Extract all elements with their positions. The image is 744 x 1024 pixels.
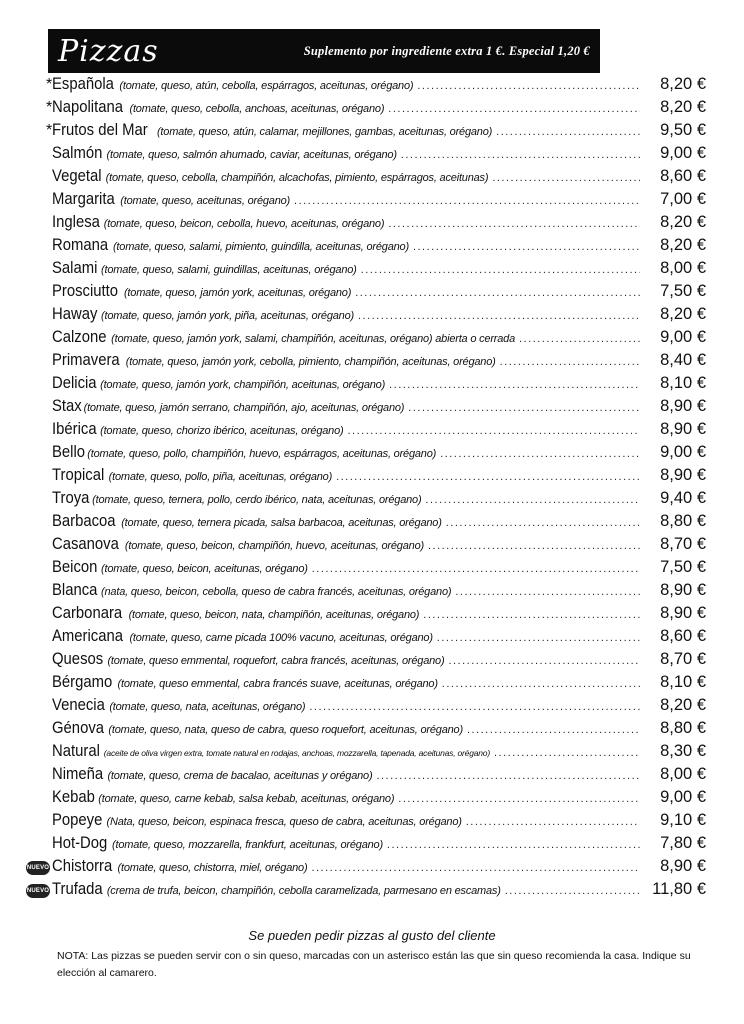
dot-leader: [398, 793, 640, 805]
dot-leader: [389, 379, 640, 391]
footer-note: NOTA: Las pizzas se pueden servir con o sin queso, marcadas con un asterisco están las que sin queso recomienda la casa. Indique su elección al camarero.: [57, 950, 691, 979]
item-price: 7,80 €: [660, 834, 706, 852]
dot-leader: [446, 517, 640, 529]
asterisk-mark: *: [46, 76, 53, 93]
item-name: Génova: [52, 719, 109, 737]
menu-item: [0, 167, 744, 190]
menu-item: [0, 190, 744, 213]
item-name: Hot-Dog: [52, 834, 112, 852]
pizza-list: [0, 75, 744, 903]
menu-item: [0, 788, 744, 811]
item-ingredients: (tomate, queso, crema de bacalao, aceitunas y orégano): [107, 770, 373, 782]
item-name: Haway: [52, 305, 102, 323]
dot-leader: [294, 195, 640, 207]
item-name: Salami: [52, 259, 102, 277]
item-name: Primavera: [52, 351, 124, 369]
menu-item: [0, 857, 744, 880]
menu-item: [0, 512, 744, 535]
dot-leader: [358, 310, 640, 322]
item-name: Delicia: [52, 374, 101, 392]
dot-leader: [388, 218, 640, 230]
dot-leader: [500, 356, 640, 368]
item-price: 8,20 €: [660, 236, 706, 254]
item-price: 9,50 €: [660, 121, 706, 139]
menu-item: [0, 282, 744, 305]
menu-item: [0, 719, 744, 742]
item-ingredients: (tomate, queso, atún, calamar, mejillones, gambas, aceitunas, orégano): [156, 126, 493, 138]
item-price: 8,00 €: [660, 765, 706, 783]
menu-item: [0, 834, 744, 857]
item-ingredients: (tomate, queso, jamón york, salami, champiñón, aceitunas, orégano) abierta o cerrada: [111, 333, 515, 345]
supplement-note: Suplemento por ingrediente extra 1 €. Especial 1,20 €: [303, 43, 590, 58]
item-ingredients: (tomate, queso, beicon, nata, champiñón, aceitunas, orégano): [128, 609, 420, 621]
item-ingredients: (tomate, queso emmental, cabra francés suave, aceitunas, orégano): [117, 678, 438, 690]
dot-leader: [442, 678, 640, 690]
dot-leader: [347, 425, 640, 437]
item-ingredients: (tomate, queso, pollo, piña, aceitunas, orégano): [108, 471, 333, 483]
item-name: Calzone: [52, 328, 111, 346]
item-name: Vegetal: [52, 167, 106, 185]
item-price: 8,80 €: [660, 719, 706, 737]
dot-leader: [376, 770, 640, 782]
item-name: Nimeña: [52, 765, 108, 783]
dot-leader: [428, 540, 640, 552]
item-price: 8,70 €: [660, 535, 706, 553]
menu-item: [0, 374, 744, 397]
new-badge: NUEVO: [26, 861, 50, 875]
menu-item: [0, 98, 744, 121]
item-ingredients: (tomate, queso, nata, aceitunas, orégano): [109, 701, 306, 713]
item-name: Ibérica: [52, 420, 101, 438]
item-price: 8,20 €: [660, 213, 706, 231]
item-name: Natural: [52, 742, 105, 760]
item-ingredients: (tomate, queso, jamón york, piña, aceitunas, orégano): [101, 310, 354, 322]
item-name: Kebab: [52, 788, 100, 806]
item-name: Beicon: [52, 558, 102, 576]
item-name: Trufada: [52, 880, 107, 898]
dot-leader: [336, 471, 640, 483]
item-name: Stax: [52, 397, 86, 415]
dot-leader: [466, 816, 640, 828]
item-price: 7,00 €: [660, 190, 706, 208]
item-price: 8,90 €: [660, 604, 706, 622]
item-price: 8,20 €: [660, 696, 706, 714]
item-ingredients: (tomate, queso emmental, roquefort, cabra francés, aceitunas, orégano): [107, 655, 445, 667]
menu-item: [0, 627, 744, 650]
item-price: 8,10 €: [660, 374, 706, 392]
item-price: 8,10 €: [660, 673, 706, 691]
item-ingredients: (tomate, queso, carne kebab, salsa kebab, aceitunas, orégano): [98, 793, 395, 805]
asterisk-mark: *: [46, 99, 53, 116]
item-price: 9,10 €: [660, 811, 706, 829]
item-price: 8,90 €: [660, 857, 706, 875]
item-name: Frutos del Mar: [52, 121, 152, 139]
item-price: 9,40 €: [660, 489, 706, 507]
item-ingredients: (tomate, queso, aceitunas, orégano): [120, 195, 291, 207]
item-price: 8,90 €: [660, 581, 706, 599]
item-ingredients: (crema de trufa, beicon, champiñón, cebolla caramelizada, parmesano en escamas): [106, 885, 501, 897]
menu-header: [48, 29, 600, 73]
item-name: Chistorra: [52, 857, 117, 875]
dot-leader: [417, 80, 640, 92]
dot-leader: [505, 885, 640, 897]
item-ingredients: (tomate, queso, beicon, aceitunas, orégano): [101, 563, 308, 575]
menu-item: [0, 650, 744, 673]
item-ingredients: (tomate, queso, jamón york, champiñón, aceitunas, orégano): [100, 379, 386, 391]
item-price: 9,00 €: [660, 328, 706, 346]
menu-item: [0, 535, 744, 558]
item-ingredients: (tomate, queso, ternera, pollo, cerdo ibérico, nata, aceitunas, orégano): [92, 494, 422, 506]
menu-item: [0, 75, 744, 98]
item-name: Inglesa: [52, 213, 105, 231]
item-price: 11,80 €: [652, 880, 706, 898]
dot-leader: [437, 632, 640, 644]
item-name: Popeye: [52, 811, 107, 829]
item-price: 8,90 €: [660, 420, 706, 438]
dot-leader: [355, 287, 640, 299]
menu-item: [0, 443, 744, 466]
menu-item: [0, 397, 744, 420]
item-ingredients: (tomate, queso, beicon, cebolla, huevo, aceitunas, orégano): [103, 218, 385, 230]
item-price: 8,90 €: [660, 466, 706, 484]
item-price: 8,20 €: [660, 75, 706, 93]
item-name: Prosciutto: [52, 282, 123, 300]
menu-item: [0, 351, 744, 374]
item-ingredients: (tomate, queso, mozzarella, frankfurt, aceitunas, orégano): [112, 839, 383, 851]
menu-item: [0, 765, 744, 788]
menu-item: [0, 259, 744, 282]
dot-leader: [440, 448, 640, 460]
menu-item: [0, 581, 744, 604]
dot-leader: [467, 724, 640, 736]
dot-leader: [309, 701, 640, 713]
menu-item: [0, 811, 744, 834]
item-name: Quesos: [52, 650, 108, 668]
custom-order-note: Se pueden pedir pizzas al gusto del cliente: [248, 928, 496, 943]
item-price: 9,00 €: [660, 144, 706, 162]
dot-leader: [312, 563, 640, 575]
item-name: Americana: [52, 627, 128, 645]
item-name: Romana: [52, 236, 113, 254]
item-name: Venecia: [52, 696, 109, 714]
dot-leader: [361, 264, 640, 276]
item-price: 8,60 €: [660, 627, 706, 645]
item-ingredients: (tomate, queso, jamón york, cebolla, pimiento, champiñón, aceitunas, orégano): [125, 356, 496, 368]
dot-leader: [448, 655, 640, 667]
item-name: Bérgamo: [52, 673, 117, 691]
item-name: Española: [52, 75, 119, 93]
menu-item: [0, 144, 744, 167]
item-ingredients: (nata, queso, beicon, cebolla, queso de cabra francés, aceitunas, orégano): [101, 586, 452, 598]
dot-leader: [496, 126, 640, 138]
item-name: Tropical: [52, 466, 109, 484]
item-ingredients: (tomate, queso, ternera picada, salsa barbacoa, aceitunas, orégano): [121, 517, 442, 529]
menu-item: [0, 236, 744, 259]
menu-item: [0, 328, 744, 351]
item-name: Casanova: [52, 535, 124, 553]
item-ingredients: (tomate, queso, salami, pimiento, guindilla, aceitunas, orégano): [112, 241, 409, 253]
menu-item: [0, 604, 744, 627]
menu-item: [0, 489, 744, 512]
dot-leader: [519, 333, 640, 345]
menu-item: [0, 742, 744, 765]
item-price: 8,00 €: [660, 259, 706, 277]
menu-item: [0, 673, 744, 696]
item-ingredients: (tomate, queso, salmón ahumado, caviar, aceitunas, orégano): [106, 149, 397, 161]
item-price: 9,00 €: [660, 443, 706, 461]
item-ingredients: (tomate, queso, beicon, champiñón, huevo, aceitunas, orégano): [124, 540, 424, 552]
item-name: Margarita: [52, 190, 119, 208]
item-ingredients: (tomate, queso, atún, cebolla, espárragos, aceitunas, orégano): [119, 80, 414, 92]
new-badge: NUEVO: [26, 884, 50, 898]
item-price: 7,50 €: [660, 282, 706, 300]
dot-leader: [455, 586, 640, 598]
asterisk-mark: *: [46, 122, 53, 139]
item-name: Barbacoa: [52, 512, 120, 530]
item-ingredients: (tomate, queso, cebolla, champiñón, alcachofas, pimiento, espárragos, aceitunas): [105, 172, 489, 184]
menu-item: [0, 880, 744, 903]
menu-item: [0, 696, 744, 719]
dot-leader: [425, 494, 640, 506]
menu-item: [0, 213, 744, 236]
item-price: 7,50 €: [660, 558, 706, 576]
dot-leader: [413, 241, 640, 253]
dot-leader: [311, 862, 640, 874]
item-ingredients: (tomate, queso, pollo, champiñón, huevo, espárragos, aceitunas, orégano): [87, 448, 437, 460]
menu-item: [0, 305, 744, 328]
item-name: Bello: [52, 443, 90, 461]
menu-item: [0, 558, 744, 581]
item-price: 9,00 €: [660, 788, 706, 806]
dot-leader: [408, 402, 640, 414]
item-ingredients: (tomate, queso, nata, queso de cabra, queso roquefort, aceitunas, orégano): [108, 724, 463, 736]
item-ingredients: (tomate, queso, salami, guindillas, aceitunas, orégano): [101, 264, 357, 276]
item-price: 8,20 €: [660, 98, 706, 116]
item-ingredients: (tomate, queso, jamón york, aceitunas, orégano): [123, 287, 352, 299]
item-ingredients: (aceite de oliva virgen extra, tomate natural en rodajas, anchoas, mozzarella, tapenada, aceitunas, orégano): [103, 748, 490, 758]
menu-item: [0, 121, 744, 144]
item-ingredients: (tomate, queso, cebolla, anchoas, aceitunas, orégano): [129, 103, 385, 115]
dot-leader: [423, 609, 640, 621]
menu-item: [0, 466, 744, 489]
section-title: Pizzas: [58, 33, 159, 69]
item-ingredients: (tomate, queso, chistorra, miel, orégano): [117, 862, 308, 874]
dot-leader: [387, 839, 640, 851]
item-name: Napolitana: [52, 98, 128, 116]
item-name: Blanca: [52, 581, 102, 599]
dot-leader: [492, 172, 640, 184]
item-name: Salmón: [52, 144, 107, 162]
item-ingredients: (Nata, queso, beicon, espinaca fresca, queso de cabra, aceitunas, orégano): [106, 816, 462, 828]
item-ingredients: (tomate, queso, chorizo ibérico, aceitunas, orégano): [100, 425, 344, 437]
dot-leader: [388, 103, 640, 115]
item-price: 8,20 €: [660, 305, 706, 323]
dot-leader: [401, 149, 640, 161]
item-ingredients: (tomate, queso, carne picada 100% vacuno, aceitunas, orégano): [129, 632, 433, 644]
item-price: 8,40 €: [660, 351, 706, 369]
item-price: 8,70 €: [660, 650, 706, 668]
item-price: 8,90 €: [660, 397, 706, 415]
item-ingredients: (tomate, queso, jamón serrano, champiñón, ajo, aceitunas, orégano): [83, 402, 405, 414]
item-price: 8,60 €: [660, 167, 706, 185]
dot-leader: [494, 747, 640, 759]
item-name: Troya: [52, 489, 94, 507]
item-price: 8,80 €: [660, 512, 706, 530]
menu-item: [0, 420, 744, 443]
item-price: 8,30 €: [660, 742, 706, 760]
item-name: Carbonara: [52, 604, 127, 622]
